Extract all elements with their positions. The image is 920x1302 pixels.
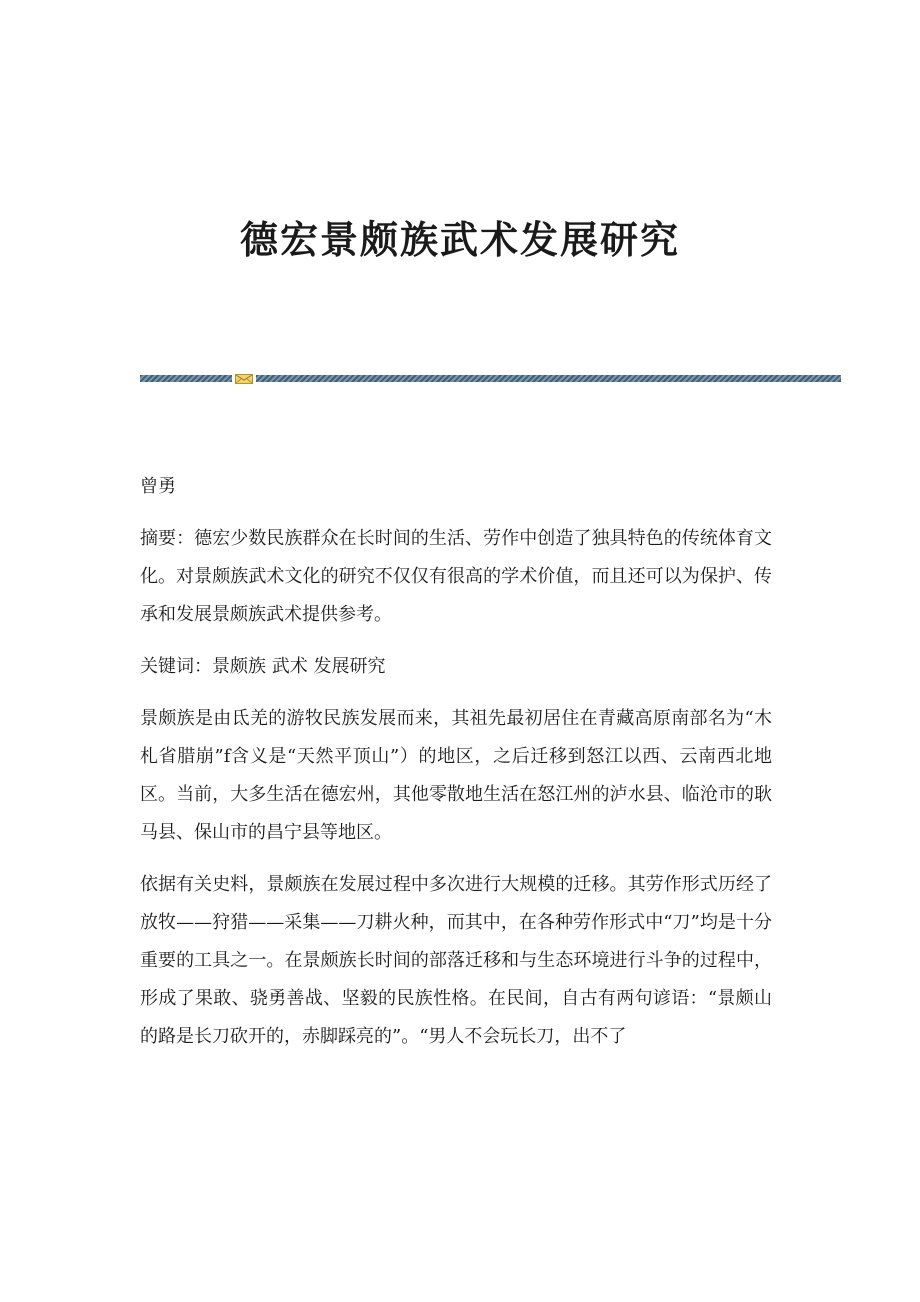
body-paragraph: 依据有关史料，景颇族在发展过程中多次进行大规模的迁移。其劳作形式历经了放牧——狩猎——采集——刀耕火种，而其中，在各种劳作形式中“刀”均是十分重要的工具之一。在景颇族长时间的部落迁移和与生态环境进行斗争的过程中，形成了果敢、骁勇善战、坚毅的民族性格。在民间，自古有两句谚语：“景颇山的路是长刀砍开的，赤脚踩亮的”。“男人不会玩长刀，出不了: [140, 874, 772, 1047]
keywords-line: 关键词：景颇族 武术 发展研究: [140, 656, 386, 677]
document-title: 德宏景颇族武术发展研究: [239, 217, 680, 262]
envelope-ornament-icon: [235, 374, 253, 384]
body-paragraph: 景颇族是由氐羌的游牧民族发展而来，其祖先最初居住在青藏高原南部名为“木札省腊崩”f含义是“天然平顶山”）的地区，之后迁移到怒江以西、云南西北地区。当前，大多生活在德宏州，其他零散地生活在怒江州的泸水县、临沧市的耿马县、保山市的昌宁县等地区。: [140, 708, 772, 843]
divider-bar-left: [140, 375, 232, 382]
divider-bar-right: [256, 375, 841, 382]
document-body: [140, 468, 772, 1070]
title-divider: [140, 374, 841, 384]
author-name: 曾勇: [140, 476, 176, 497]
abstract-paragraph: 摘要：德宏少数民族群众在长时间的生活、劳作中创造了独具特色的传统体育文化。对景颇族武术文化的研究不仅仅有很高的学术价值，而且还可以为保护、传承和发展景颇族武术提供参考。: [140, 528, 772, 625]
